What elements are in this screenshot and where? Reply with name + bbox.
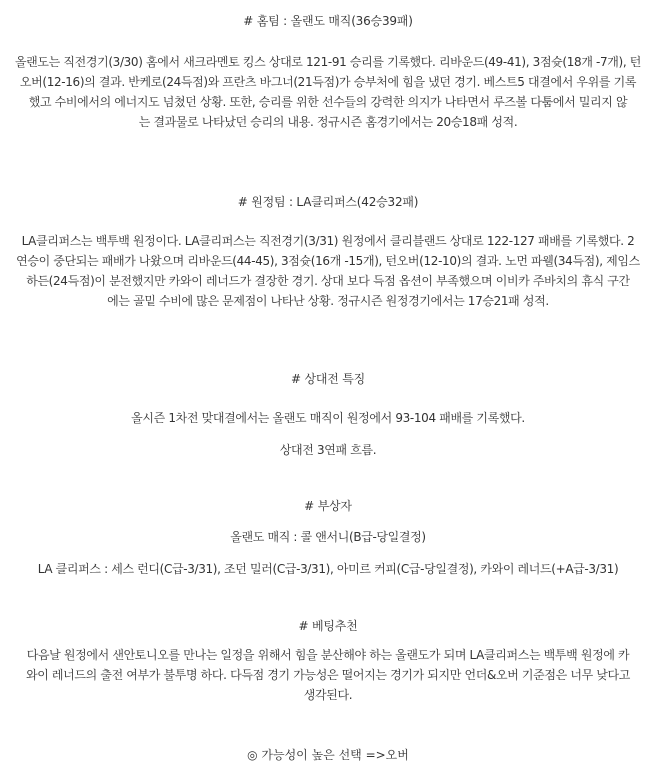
away-team-heading: # 원정팀 : LA클리퍼스(42승32패) xyxy=(237,195,419,209)
final-pick-text: ◎ 가능성이 높은 선택 =>오버 xyxy=(247,748,409,762)
home-team-heading: # 홈팀 : 올랜도 매직(36승39패) xyxy=(243,14,413,28)
paragraph-line: 다음날 원정에서 샌안토니오를 만나는 일정을 위해서 힘을 분산해야 하는 올랜도가 되며 LA클리퍼스는 백투백 원정에 카 xyxy=(26,648,630,662)
paragraph-line: 오버(12-16)의 결과. 반케로(24득점)와 프란츠 바그너(21득점)가 승부처에 힘을 냈던 경기. 베스트5 대결에서 우위를 기록 xyxy=(19,75,637,89)
matchup-record-text: 올시즌 1차전 맞대결에서는 올랜도 매직이 원정에서 93-104 패배를 기록했다. xyxy=(131,411,525,425)
away-team-paragraph xyxy=(10,231,646,311)
paragraph-line: 연승이 중단되는 패배가 나왔으며 리바운드(44-45), 3점슛(16개 -15개), 턴오버(12-10)의 결과. 노먼 파웰(34득점), 제임스 xyxy=(16,254,640,268)
paragraph-line: 생각된다. xyxy=(303,688,353,702)
paragraph-line: 에는 골밑 수비에 많은 문제점이 나타난 상황. 정규시즌 원정경기에서는 17승21패 성적. xyxy=(107,294,549,308)
matchup-streak-text: 상대전 3연패 흐름. xyxy=(279,443,377,457)
paragraph-line: 했고 수비에서의 에너지도 넘쳤던 상황. 또한, 승리를 위한 선수들의 강력한 의지가 나타면서 루즈볼 다툼에서 밀리지 않 xyxy=(28,95,628,109)
paragraph-line: 와이 레너드의 출전 여부가 불투명 하다. 다득점 경기 가능성은 떨어지는 경기가 되지만 언더&오버 기준점은 너무 낮다고 xyxy=(25,668,631,682)
home-injury-text: 올랜도 매직 : 콜 앤서니(B급-당일결정) xyxy=(230,530,426,544)
matchup-heading: # 상대전 특징 xyxy=(290,372,366,386)
betting-heading: # 베팅추천 xyxy=(298,619,358,633)
home-team-paragraph xyxy=(10,52,646,132)
paragraph-line: LA클리퍼스는 백투백 원정이다. LA클리퍼스는 직전경기(3/31) 원정에서 클리블랜드 상대로 122-127 패배를 기록했다. 2 xyxy=(21,234,635,248)
paragraph-line: 올랜도는 직전경기(3/30) 홈에서 새크라멘토 킹스 상대로 121-91 승리를 기록했다. 리바운드(49-41), 3점슛(18개 -7개), 턴 xyxy=(14,55,642,69)
paragraph-line: 하든(24득점)이 분전했지만 카와이 레너드가 결장한 경기. 상대 보다 득점 옵션이 부족했으며 이비카 주바치의 휴식 구간 xyxy=(26,274,630,288)
betting-paragraph xyxy=(10,645,646,705)
paragraph-line: 는 결과물로 나타났던 승리의 내용. 정규시즌 홈경기에서는 20승18패 성적. xyxy=(138,115,518,129)
injury-heading: # 부상자 xyxy=(304,499,352,513)
away-injury-text: LA 클리퍼스 : 세스 런디(C급-3/31), 조던 밀러(C급-3/31), 아미르 커피(C급-당일결정), 카와이 레너드(+A급-3/31) xyxy=(37,562,619,576)
